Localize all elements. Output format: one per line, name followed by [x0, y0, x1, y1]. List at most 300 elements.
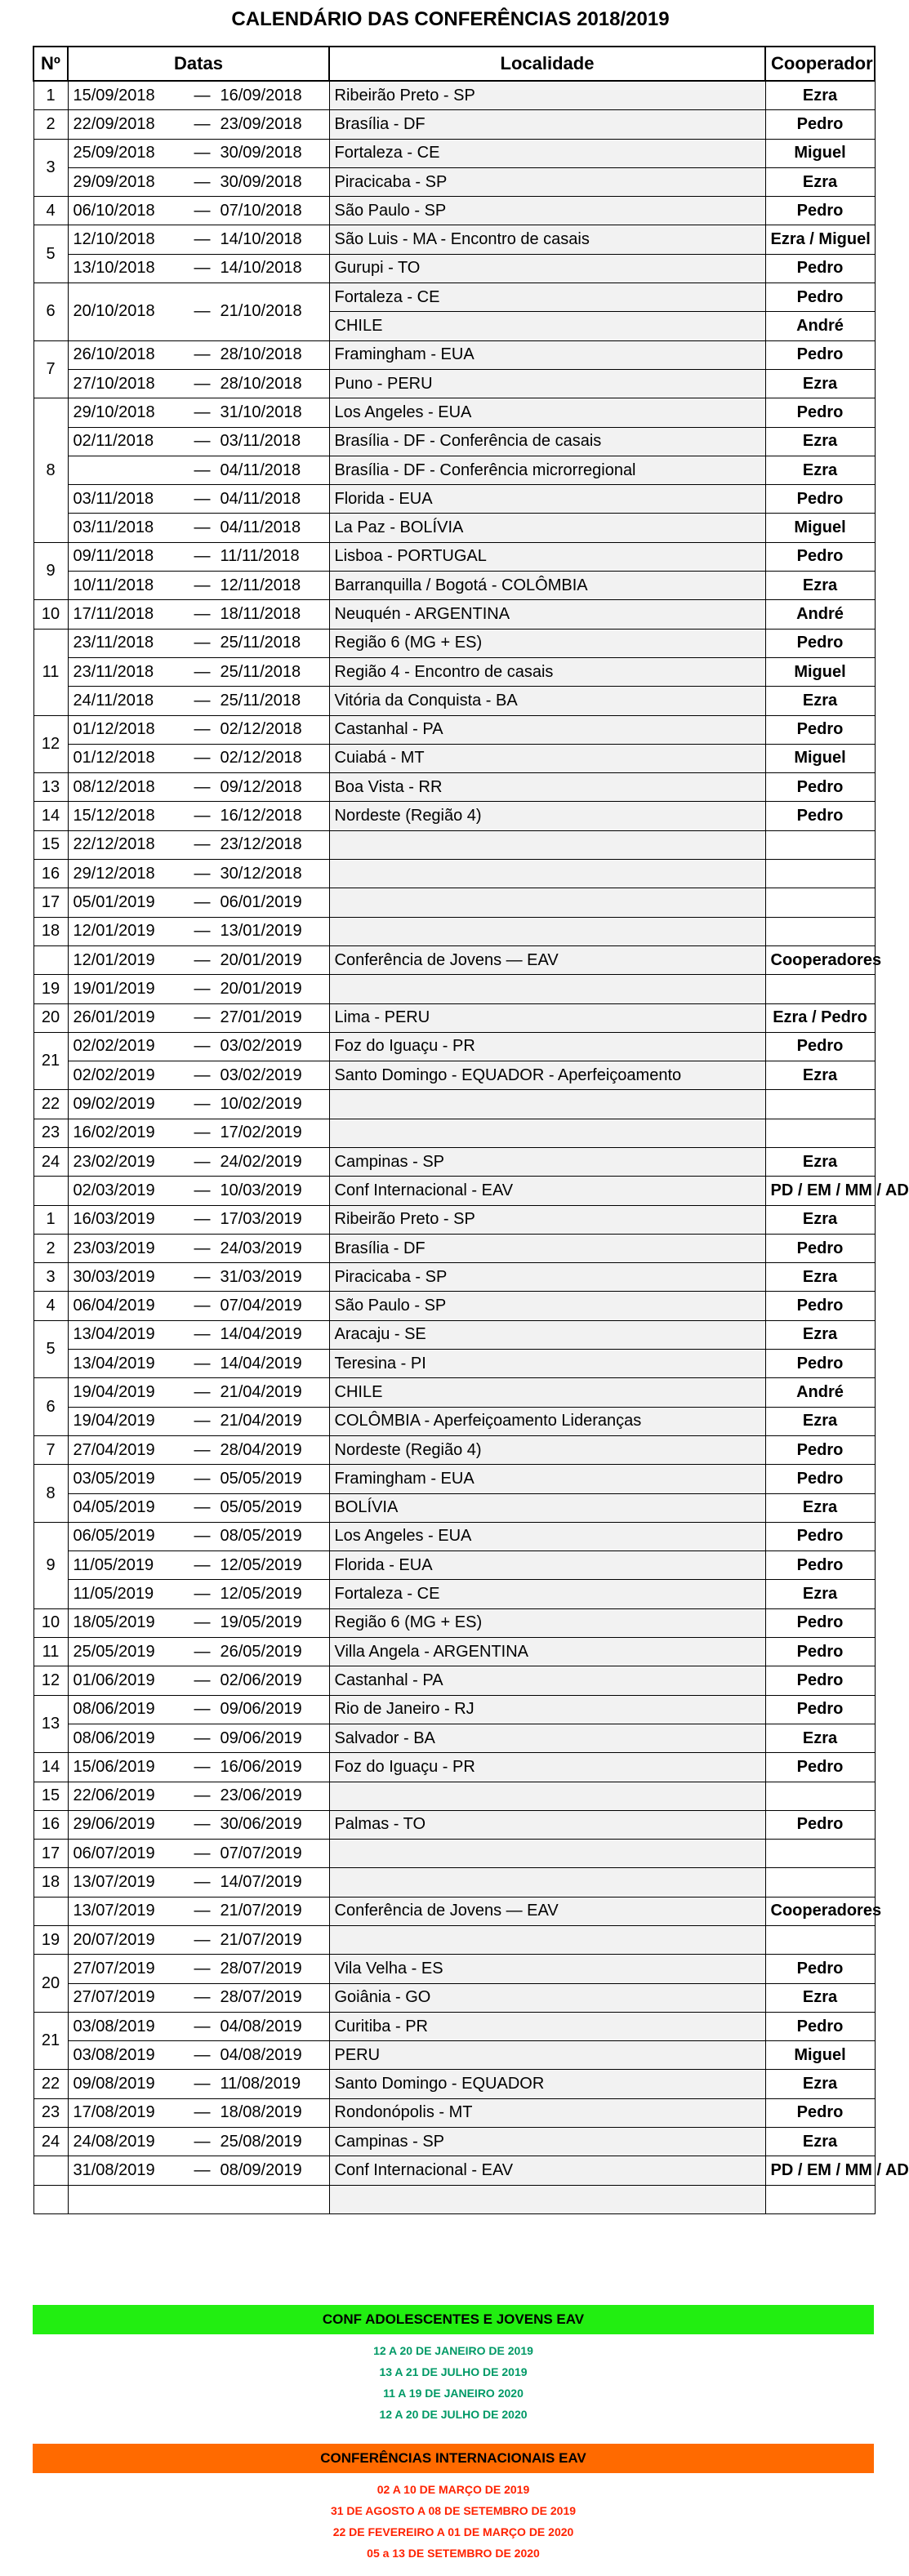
date-range: [68, 1119, 329, 1147]
date-separator: —: [194, 1066, 211, 1084]
cooperator-cell: Pedro: [765, 1292, 875, 1320]
date-separator: —: [194, 489, 211, 508]
date-range: [68, 1753, 329, 1782]
table-row: [33, 81, 875, 110]
cooperator-cell: [765, 1840, 875, 1868]
table-row: [33, 1724, 875, 1752]
start-date: 17/08/2019: [73, 2103, 155, 2122]
date-range: [68, 2070, 329, 2098]
end-date: 16/06/2019: [220, 1757, 302, 1776]
locality-cell: Los Angeles - EUA: [329, 1522, 765, 1550]
locality-cell: La Paz - BOLÍVIA: [329, 514, 765, 542]
start-date: 10/11/2018: [73, 576, 154, 594]
table-row: [33, 456, 875, 484]
international-conference-banner: CONFERÊNCIAS INTERNACIONAIS EAV: [33, 2444, 874, 2473]
table-row: [33, 1350, 875, 1378]
date-range: [68, 542, 329, 571]
end-date: 20/01/2019: [220, 979, 302, 998]
table-row: [33, 340, 875, 369]
table-row: [33, 687, 875, 715]
locality-cell: Puno - PERU: [329, 369, 765, 398]
locality-cell: São Luis - MA - Encontro de casais: [329, 225, 765, 254]
end-date: 14/07/2019: [220, 1873, 302, 1892]
date-separator: —: [194, 2161, 211, 2180]
table-row: [33, 110, 875, 139]
cooperator-cell: Pedro: [765, 254, 875, 283]
cooperator-cell: [765, 888, 875, 917]
row-number: 5: [33, 1320, 68, 1378]
table-row: [33, 975, 875, 1003]
international-date: 05 a 13 DE SETEMBRO DE 2020: [367, 2547, 540, 2560]
table-row: [33, 1608, 875, 1637]
row-number: 4: [33, 197, 68, 225]
locality-cell: Região 6 (MG + ES): [329, 629, 765, 657]
locality-cell: PERU: [329, 2041, 765, 2070]
cooperator-cell: [765, 1090, 875, 1119]
date-range: [68, 1522, 329, 1550]
start-date: 30/03/2019: [73, 1267, 155, 1286]
end-date: 23/06/2019: [220, 1786, 302, 1805]
row-number: 8: [33, 398, 68, 542]
cooperator-cell: Pedro: [765, 1666, 875, 1695]
locality-cell: Piracicaba - SP: [329, 1263, 765, 1292]
locality-cell: [329, 917, 765, 945]
row-number: 14: [33, 1753, 68, 1782]
date-separator: —: [194, 1498, 211, 1517]
cooperator-cell: Pedro: [765, 485, 875, 514]
start-date: 23/02/2019: [73, 1152, 155, 1171]
cooperator-cell: Ezra: [765, 1407, 875, 1435]
date-separator: —: [194, 460, 211, 479]
end-date: 16/09/2018: [220, 86, 302, 105]
date-separator: —: [194, 1239, 211, 1257]
start-date: 17/11/2018: [73, 604, 154, 623]
row-number: 12: [33, 1666, 68, 1695]
date-separator: —: [194, 114, 211, 133]
end-date: 28/07/2019: [220, 1988, 302, 2007]
table-row: [33, 1119, 875, 1147]
youth-conference-banner: CONF ADOLESCENTES E JOVENS EAV: [33, 2305, 874, 2334]
date-range: [68, 1868, 329, 1897]
end-date: 07/10/2018: [220, 201, 302, 220]
cooperator-cell: Ezra: [765, 2070, 875, 2098]
date-separator: —: [194, 604, 211, 623]
start-date: 19/01/2019: [73, 979, 155, 998]
locality-cell: São Paulo - SP: [329, 1292, 765, 1320]
table-row: [33, 1378, 875, 1407]
locality-cell: Barranquilla / Bogotá - COLÔMBIA: [329, 572, 765, 600]
cooperator-cell: [765, 2185, 875, 2213]
start-date: 29/12/2018: [73, 864, 155, 883]
start-date: 13/04/2019: [73, 1325, 155, 1344]
conference-table: [33, 46, 909, 2214]
date-separator: —: [194, 1959, 211, 1978]
row-number: 17: [33, 888, 68, 917]
date-range: [68, 514, 329, 542]
start-date: 23/03/2019: [73, 1239, 155, 1257]
locality-cell: Conferência de Jovens — EAV: [329, 945, 765, 974]
date-range: [68, 1666, 329, 1695]
date-range: [68, 369, 329, 398]
start-date: 22/12/2018: [73, 835, 155, 854]
cooperator-cell: Ezra: [765, 369, 875, 398]
locality-cell: [329, 975, 765, 1003]
date-separator: —: [194, 1325, 211, 1344]
cooperator-cell: Miguel: [765, 744, 875, 772]
cooperator-cell: Ezra: [765, 1580, 875, 1608]
table-row: [33, 888, 875, 917]
end-date: 10/03/2019: [220, 1181, 302, 1199]
cooperator-cell: André: [765, 600, 875, 629]
date-separator: —: [194, 172, 211, 191]
date-range: [68, 1782, 329, 1810]
cooperator-cell: Pedro: [765, 197, 875, 225]
end-date: 04/08/2019: [220, 2045, 302, 2064]
cooperator-cell: Pedro: [765, 1551, 875, 1580]
date-separator: —: [194, 922, 211, 941]
locality-cell: Nordeste (Região 4): [329, 1435, 765, 1464]
table-row: [33, 1003, 875, 1032]
cooperator-cell: Cooperadores: [765, 945, 875, 974]
date-range: [68, 715, 329, 744]
table-row: [33, 744, 875, 772]
cooperator-cell: Ezra: [765, 456, 875, 484]
end-date: 17/03/2019: [220, 1210, 302, 1229]
row-number: 11: [33, 629, 68, 715]
locality-cell: Rio de Janeiro - RJ: [329, 1695, 765, 1724]
date-range: [68, 629, 329, 657]
end-date: 23/09/2018: [220, 114, 302, 133]
date-separator: —: [194, 201, 211, 220]
cooperator-cell: Ezra: [765, 1983, 875, 2012]
date-separator: —: [194, 1123, 211, 1142]
table-row: [33, 167, 875, 196]
locality-cell: Villa Angela - ARGENTINA: [329, 1638, 765, 1666]
table-row: [33, 1983, 875, 2012]
table-row: [33, 1580, 875, 1608]
date-separator: —: [194, 835, 211, 854]
date-range: [68, 1177, 329, 1205]
table-row: [33, 485, 875, 514]
date-range: [68, 2185, 329, 2213]
date-separator: —: [194, 1757, 211, 1776]
date-range: [68, 1263, 329, 1292]
locality-cell: Santo Domingo - EQUADOR: [329, 2070, 765, 2098]
locality-cell: Piracicaba - SP: [329, 167, 765, 196]
end-date: 06/01/2019: [220, 892, 302, 911]
date-range: [68, 167, 329, 196]
date-range: [68, 2041, 329, 2070]
row-number: 20: [33, 1955, 68, 2013]
cooperator-cell: Pedro: [765, 1638, 875, 1666]
date-range: [68, 398, 329, 427]
date-separator: —: [194, 1988, 211, 2007]
end-date: 27/01/2019: [220, 1008, 302, 1027]
end-date: 14/10/2018: [220, 230, 302, 249]
cooperator-cell: [765, 1782, 875, 1810]
start-date: 16/03/2019: [73, 1210, 155, 1229]
row-number: 1: [33, 81, 68, 110]
start-date: 02/02/2019: [73, 1066, 155, 1084]
table-row: [33, 1032, 875, 1061]
date-separator: —: [194, 1527, 211, 1546]
start-date: 20/07/2019: [73, 1930, 155, 1949]
date-separator: —: [194, 1700, 211, 1719]
end-date: 02/12/2018: [220, 720, 302, 739]
start-date: 15/09/2018: [73, 86, 155, 105]
end-date: 18/08/2019: [220, 2103, 302, 2122]
date-separator: —: [194, 1412, 211, 1430]
locality-cell: [329, 830, 765, 859]
cooperator-cell: Miguel: [765, 139, 875, 167]
cooperator-cell: [765, 860, 875, 888]
start-date: 06/05/2019: [73, 1527, 155, 1546]
end-date: 28/04/2019: [220, 1440, 302, 1459]
locality-cell: Campinas - SP: [329, 2128, 765, 2156]
cooperator-cell: Pedro: [765, 2012, 875, 2040]
row-number: 7: [33, 1435, 68, 1464]
date-range: [68, 456, 329, 484]
date-range: [68, 1897, 329, 1925]
start-date: 08/06/2019: [73, 1728, 155, 1747]
end-date: 28/10/2018: [220, 345, 302, 364]
end-date: 13/01/2019: [220, 922, 302, 941]
row-number: 21: [33, 1032, 68, 1090]
locality-cell: [329, 1868, 765, 1897]
date-separator: —: [194, 374, 211, 393]
cooperator-cell: Ezra: [765, 427, 875, 456]
date-range: [68, 485, 329, 514]
cooperator-cell: André: [765, 312, 875, 340]
end-date: 07/04/2019: [220, 1297, 302, 1315]
end-date: 04/11/2018: [220, 489, 301, 508]
date-range: [68, 888, 329, 917]
end-date: 11/08/2019: [220, 2075, 301, 2093]
locality-cell: Região 4 - Encontro de casais: [329, 657, 765, 686]
locality-cell: Rondonópolis - MT: [329, 2098, 765, 2127]
date-range: [68, 1551, 329, 1580]
date-separator: —: [194, 1181, 211, 1199]
date-range: [68, 1003, 329, 1032]
locality-cell: Goiânia - GO: [329, 1983, 765, 2012]
cooperator-cell: Pedro: [765, 1955, 875, 1983]
end-date: 25/11/2018: [220, 691, 301, 710]
cooperator-cell: Ezra: [765, 572, 875, 600]
table-row: [33, 1292, 875, 1320]
date-range: [68, 1493, 329, 1522]
date-separator: —: [194, 1469, 211, 1488]
locality-cell: Conf Internacional - EAV: [329, 2156, 765, 2185]
start-date: 01/06/2019: [73, 1671, 155, 1689]
cooperator-cell: Pedro: [765, 2098, 875, 2127]
date-separator: —: [194, 1815, 211, 1834]
date-range: [68, 197, 329, 225]
date-separator: —: [194, 1873, 211, 1892]
table-row: [33, 1435, 875, 1464]
locality-cell: Foz do Iguaçu - PR: [329, 1753, 765, 1782]
start-date: 13/10/2018: [73, 259, 155, 278]
start-date: 29/06/2019: [73, 1815, 155, 1834]
cooperator-cell: Pedro: [765, 773, 875, 802]
date-range: [68, 1435, 329, 1464]
locality-cell: COLÔMBIA - Aperfeiçoamento Lideranças: [329, 1407, 765, 1435]
date-range: [68, 1234, 329, 1262]
cooperator-cell: [765, 830, 875, 859]
table-row: [33, 715, 875, 744]
end-date: 30/06/2019: [220, 1815, 302, 1834]
date-range: [68, 1580, 329, 1608]
cooperator-cell: Ezra / Miguel: [765, 225, 875, 254]
row-number: 20: [33, 1003, 68, 1032]
end-date: 14/04/2019: [220, 1325, 302, 1344]
row-number: [33, 1897, 68, 1925]
table-row: [33, 1753, 875, 1782]
cooperator-cell: Miguel: [765, 514, 875, 542]
start-date: 03/11/2018: [73, 489, 154, 508]
cooperator-cell: Pedro: [765, 1695, 875, 1724]
date-range: [68, 945, 329, 974]
cooperator-cell: Ezra: [765, 1320, 875, 1349]
date-range: [68, 917, 329, 945]
locality-cell: Castanhal - PA: [329, 715, 765, 744]
locality-cell: Gurupi - TO: [329, 254, 765, 283]
date-range: [68, 1320, 329, 1349]
date-range: [68, 81, 329, 110]
date-separator: —: [194, 1844, 211, 1862]
start-date: 18/05/2019: [73, 1613, 155, 1632]
row-number: 19: [33, 1926, 68, 1955]
end-date: 21/10/2018: [220, 302, 302, 321]
date-separator: —: [194, 950, 211, 969]
date-separator: —: [194, 892, 211, 911]
date-separator: —: [194, 1555, 211, 1574]
row-number: 6: [33, 1378, 68, 1436]
date-separator: —: [194, 230, 211, 249]
end-date: 02/12/2018: [220, 749, 302, 767]
end-date: 20/01/2019: [220, 950, 302, 969]
row-number: 9: [33, 1522, 68, 1608]
cooperator-cell: Pedro: [765, 1810, 875, 1839]
start-date: 08/06/2019: [73, 1700, 155, 1719]
table-row: [33, 1840, 875, 1868]
locality-cell: [329, 1926, 765, 1955]
cooperator-cell: Ezra: [765, 2128, 875, 2156]
header-dates: Datas: [68, 47, 329, 81]
date-range: [68, 1465, 329, 1493]
date-range: [68, 1350, 329, 1378]
cooperator-cell: [765, 917, 875, 945]
cooperator-cell: Miguel: [765, 2041, 875, 2070]
date-separator: —: [194, 144, 211, 162]
end-date: 03/02/2019: [220, 1037, 302, 1056]
date-range: [68, 1032, 329, 1061]
locality-cell: Florida - EUA: [329, 1551, 765, 1580]
date-range: [68, 802, 329, 830]
row-number: 2: [33, 1234, 68, 1262]
locality-cell: Florida - EUA: [329, 485, 765, 514]
locality-cell: Vitória da Conquista - BA: [329, 687, 765, 715]
row-number: 15: [33, 830, 68, 859]
locality-cell: [329, 1090, 765, 1119]
date-separator: —: [194, 2045, 211, 2064]
date-separator: —: [194, 1930, 211, 1949]
date-range: [68, 283, 329, 341]
page-title: CALENDÁRIO DAS CONFERÊNCIAS 2018/2019: [231, 8, 670, 30]
end-date: 21/07/2019: [220, 1930, 302, 1949]
start-date: 29/10/2018: [73, 403, 155, 421]
start-date: 09/11/2018: [73, 547, 154, 566]
end-date: 21/07/2019: [220, 1902, 302, 1920]
cooperator-cell: Pedro: [765, 1608, 875, 1637]
table-header-row: [33, 47, 875, 81]
locality-cell: Fortaleza - CE: [329, 283, 765, 312]
date-range: [68, 225, 329, 254]
date-separator: —: [194, 691, 211, 710]
table-row: [33, 2128, 875, 2156]
locality-cell: Brasília - DF: [329, 1234, 765, 1262]
date-range: [68, 1695, 329, 1724]
date-range: [68, 1810, 329, 1839]
table-row: [33, 1147, 875, 1176]
row-number: [33, 1177, 68, 1205]
start-date: 19/04/2019: [73, 1383, 155, 1401]
table-row: [33, 1061, 875, 1090]
date-range: [68, 2098, 329, 2127]
start-date: 27/07/2019: [73, 1988, 155, 2007]
locality-cell: Lima - PERU: [329, 1003, 765, 1032]
locality-cell: Conferência de Jovens — EAV: [329, 1897, 765, 1925]
start-date: 11/05/2019: [73, 1555, 154, 1574]
cooperator-cell: Pedro: [765, 1522, 875, 1550]
row-number: 3: [33, 139, 68, 197]
date-range: [68, 600, 329, 629]
date-range: [68, 860, 329, 888]
table-row: [33, 1926, 875, 1955]
cooperator-cell: Pedro: [765, 1350, 875, 1378]
table-row: [33, 1897, 875, 1925]
locality-cell: Neuquén - ARGENTINA: [329, 600, 765, 629]
locality-cell: Ribeirão Preto - SP: [329, 1205, 765, 1234]
end-date: 02/06/2019: [220, 1671, 302, 1689]
start-date: 29/09/2018: [73, 172, 155, 191]
date-separator: —: [194, 777, 211, 796]
row-number: 23: [33, 1119, 68, 1147]
date-range: [68, 1638, 329, 1666]
date-range: [68, 1407, 329, 1435]
cooperator-cell: Ezra: [765, 167, 875, 196]
start-date: 25/09/2018: [73, 144, 155, 162]
youth-date: 12 A 20 DE JANEIRO DE 2019: [373, 2344, 533, 2357]
date-separator: —: [194, 1383, 211, 1401]
cooperator-cell: [765, 1119, 875, 1147]
row-number: 8: [33, 1465, 68, 1523]
end-date: 23/12/2018: [220, 835, 302, 854]
date-separator: —: [194, 1152, 211, 1171]
date-separator: —: [194, 2017, 211, 2035]
row-number: 6: [33, 283, 68, 341]
start-date: 11/05/2019: [73, 1585, 154, 1604]
table-row: [33, 2185, 875, 2213]
locality-cell: [329, 1119, 765, 1147]
locality-cell: Lisboa - PORTUGAL: [329, 542, 765, 571]
locality-cell: Brasília - DF - Conferência microrregional: [329, 456, 765, 484]
table-row: [33, 657, 875, 686]
row-number: 21: [33, 2012, 68, 2070]
row-number: 3: [33, 1263, 68, 1292]
start-date: 06/07/2019: [73, 1844, 155, 1862]
cooperator-cell: Ezra / Pedro: [765, 1003, 875, 1032]
date-separator: —: [194, 662, 211, 681]
